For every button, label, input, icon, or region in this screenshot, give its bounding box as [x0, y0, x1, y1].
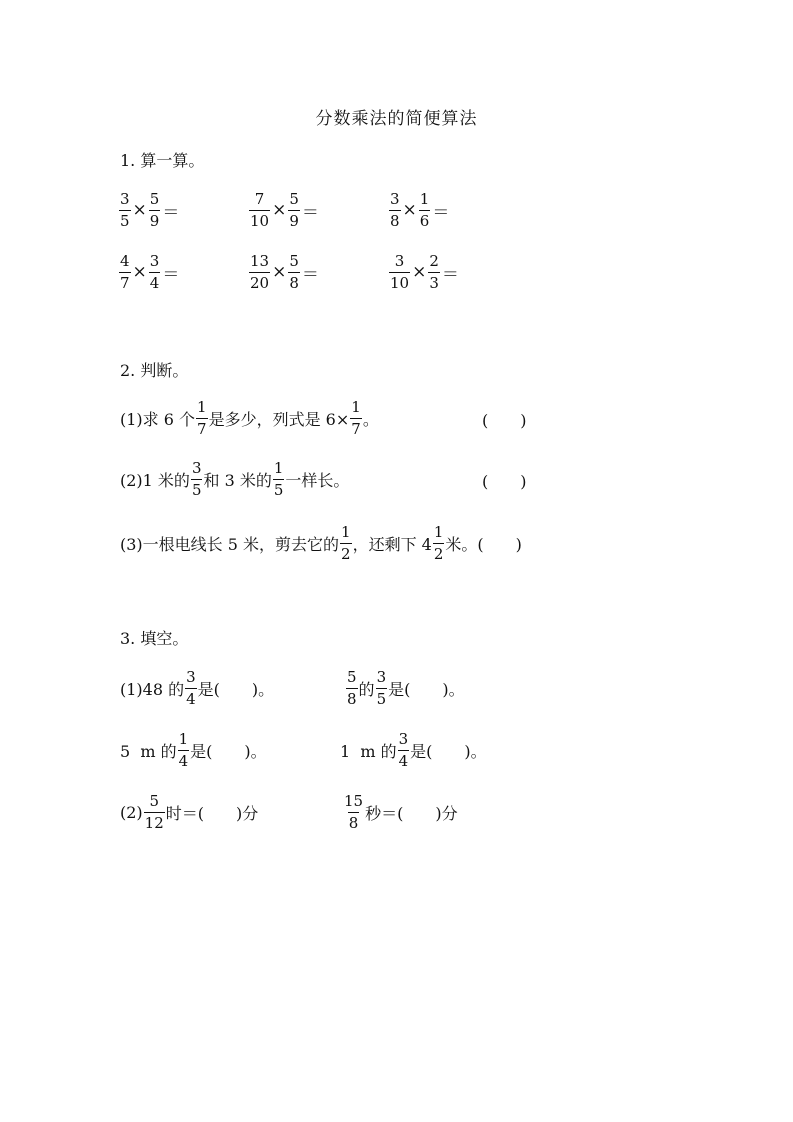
answer-blank[interactable]: 是( )。 [410, 741, 487, 761]
fraction [178, 730, 190, 771]
answer-blank[interactable]: 是( )。 [197, 679, 275, 699]
question-text: (1)48 的 [120, 679, 185, 699]
fraction [149, 252, 161, 293]
numerator: 3 [191, 458, 202, 477]
operator: × [132, 200, 147, 220]
problem-3 [388, 186, 450, 234]
operator: ＝ [441, 264, 459, 285]
denominator: 20 [250, 273, 270, 292]
answer-blank[interactable]: ( ) [482, 411, 527, 430]
numerator: 5 [289, 189, 299, 208]
problem-5 [248, 248, 320, 296]
numerator: 1 [433, 522, 444, 541]
fraction [346, 668, 358, 709]
question-text: (2) [120, 802, 143, 822]
fraction [433, 523, 445, 564]
fraction [144, 792, 165, 833]
numerator: 5 [347, 667, 357, 686]
operator: ＝ [162, 264, 180, 285]
fraction [149, 190, 161, 231]
problem-6 [388, 248, 460, 296]
numerator: 1 [178, 729, 189, 748]
denominator: 5 [191, 480, 202, 499]
numerator: 3 [394, 251, 405, 270]
fraction [376, 668, 388, 709]
denominator: 4 [178, 751, 189, 770]
denominator: 10 [390, 273, 410, 292]
fraction [398, 730, 410, 771]
numerator: 3 [398, 729, 409, 748]
fraction [428, 252, 440, 293]
numerator: 3 [390, 189, 400, 208]
answer-blank[interactable]: 时＝( )分 [165, 803, 259, 823]
numerator: 3 [376, 667, 387, 686]
numerator: 1 [419, 189, 430, 208]
operator: ＝ [301, 202, 319, 223]
fill-question-1a [120, 664, 274, 712]
fraction [389, 252, 410, 293]
numerator: 5 [149, 791, 159, 810]
question-text: 是多少，列式是 6× [208, 409, 350, 429]
question-text: (3)一根电线长 5 米，剪去它的 [120, 534, 340, 554]
operator: ＝ [301, 264, 319, 285]
section-3-heading: 3. 填空。 [120, 629, 189, 648]
denominator: 4 [398, 751, 409, 770]
denominator: 5 [376, 689, 387, 708]
fraction [249, 190, 270, 231]
fraction [119, 252, 131, 293]
fraction [419, 190, 431, 231]
operator: × [402, 200, 417, 220]
judge-question-2 [120, 455, 349, 503]
fill-question-2b [342, 788, 458, 836]
denominator: 8 [348, 813, 359, 832]
numerator: 1 [341, 522, 351, 541]
numerator: 15 [344, 791, 364, 810]
denominator: 4 [186, 689, 196, 708]
question-text: 一样长。 [285, 470, 350, 490]
denominator: 7 [197, 419, 207, 438]
denominator: 7 [351, 419, 361, 438]
judge-question-3 [120, 519, 522, 567]
fraction [191, 459, 203, 500]
question-text: 的 [358, 679, 375, 699]
denominator: 7 [120, 273, 130, 292]
operator: ＝ [432, 202, 450, 223]
numerator: 3 [149, 251, 160, 270]
numerator: 1 [197, 397, 207, 416]
question-text: (2)1 米的 [120, 470, 190, 490]
fraction [249, 252, 270, 293]
question-text: 1 m 的 [340, 741, 397, 761]
numerator: 5 [149, 189, 160, 208]
denominator: 3 [429, 273, 439, 292]
problem-1 [118, 186, 180, 234]
question-text: (1)求 6 个 [120, 409, 196, 429]
numerator: 1 [351, 397, 361, 416]
problem-2 [248, 186, 320, 234]
question-text: 。 [362, 409, 379, 429]
fill-question-1c [120, 726, 267, 774]
answer-blank[interactable]: ( ) [482, 472, 527, 491]
section-2-heading: 2. 判断。 [120, 361, 189, 380]
fraction [273, 459, 285, 500]
denominator: 2 [433, 544, 444, 563]
fraction [185, 668, 197, 709]
denominator: 9 [149, 211, 160, 230]
numerator: 7 [254, 189, 265, 208]
fraction [288, 190, 300, 231]
fill-question-1b [345, 664, 465, 712]
fraction [196, 398, 208, 439]
answer-blank[interactable]: 是( )。 [388, 679, 465, 699]
problem-4 [118, 248, 180, 296]
denominator: 8 [390, 211, 400, 230]
fraction [389, 190, 401, 231]
denominator: 6 [419, 211, 430, 230]
numerator: 3 [186, 667, 196, 686]
page-title: 分数乘法的简便算法 [315, 109, 478, 129]
operator: × [272, 262, 287, 282]
numerator: 1 [273, 458, 284, 477]
fraction [340, 523, 352, 564]
judge-question-1 [120, 394, 379, 442]
fraction [350, 398, 362, 439]
fraction [288, 252, 300, 293]
numerator: 4 [120, 251, 130, 270]
answer-blank[interactable]: 是( )。 [190, 741, 267, 761]
numerator: 5 [289, 251, 299, 270]
answer-blank[interactable]: 秒＝( )分 [365, 803, 458, 823]
numerator: 3 [120, 189, 130, 208]
denominator: 2 [341, 544, 351, 563]
numerator: 2 [429, 251, 439, 270]
denominator: 9 [289, 211, 299, 230]
denominator: 10 [250, 211, 270, 230]
fill-question-2a [120, 788, 258, 836]
fill-question-1d [340, 726, 487, 774]
section-1-heading: 1. 算一算。 [120, 151, 205, 170]
answer-blank[interactable]: ( ) [477, 534, 522, 554]
operator: × [132, 262, 147, 282]
fraction [343, 792, 364, 833]
operator: ＝ [162, 202, 180, 223]
question-text: 和 3 米的 [203, 470, 272, 490]
question-text: 米。 [445, 534, 478, 554]
question-text: 5 m 的 [120, 741, 177, 761]
denominator: 5 [273, 480, 284, 499]
operator: × [412, 262, 427, 282]
denominator: 5 [120, 211, 130, 230]
fraction [119, 190, 131, 231]
denominator: 12 [144, 813, 164, 832]
denominator: 4 [149, 273, 160, 292]
denominator: 8 [289, 273, 299, 292]
question-text: ，还剩下 4 [352, 534, 432, 554]
denominator: 8 [347, 689, 357, 708]
operator: × [272, 200, 287, 220]
numerator: 13 [250, 251, 270, 270]
